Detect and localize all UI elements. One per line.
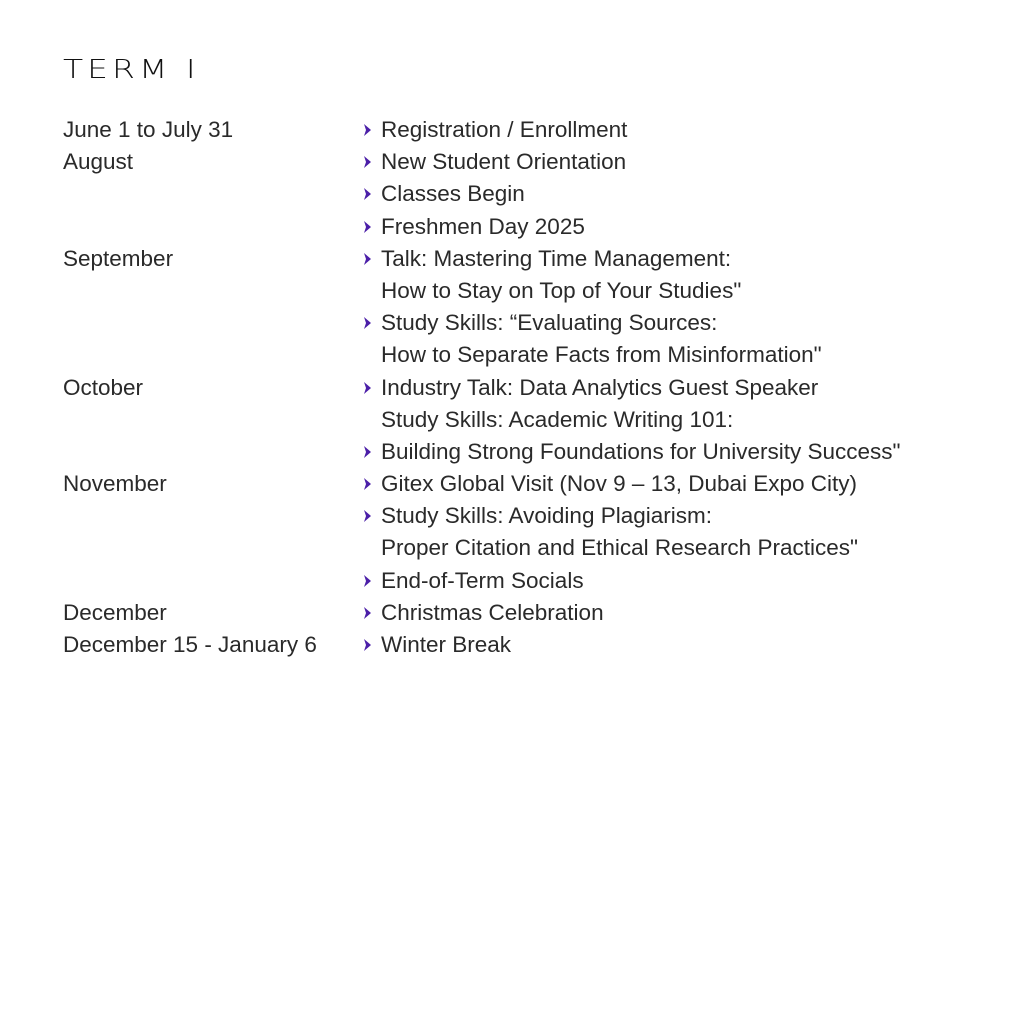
chevron-right-icon: [363, 252, 373, 266]
chevron-right-icon: [363, 316, 373, 330]
schedule-date: December 15 - January 6: [63, 632, 317, 657]
schedule-item: How to Separate Facts from Misinformation": [381, 342, 822, 368]
schedule-item: Industry Talk: Data Analytics Guest Speaker: [381, 374, 819, 400]
chevron-right-icon: [363, 445, 373, 459]
schedule-date: September: [63, 245, 174, 271]
schedule-date: June 1 to July 31: [63, 117, 234, 142]
schedule-date: October: [63, 374, 144, 400]
schedule-list: [63, 114, 1003, 661]
schedule-row: [63, 211, 1003, 243]
schedule-row: [63, 243, 1003, 275]
chevron-right-icon: [363, 509, 373, 523]
chevron-right-icon: [363, 477, 373, 491]
schedule-row: [63, 468, 1003, 500]
schedule-row: [63, 178, 1003, 210]
chevron-right-icon: [363, 220, 373, 234]
schedule-row: [63, 565, 1003, 597]
schedule-row: [63, 339, 1003, 371]
schedule-date: November: [63, 471, 167, 497]
chevron-right-icon: [363, 574, 373, 588]
schedule-date: August: [63, 149, 134, 175]
schedule-row: [63, 307, 1003, 339]
schedule-item: Christmas Celebration: [381, 599, 604, 625]
schedule-row: [63, 597, 1003, 629]
schedule-item: Study Skills: Academic Writing 101:: [381, 406, 734, 432]
chevron-right-icon: [363, 187, 373, 201]
schedule-item: Freshmen Day 2025: [381, 213, 585, 239]
chevron-right-icon: [363, 123, 373, 137]
schedule-row: [63, 275, 1003, 307]
schedule-item: Study Skills: “Evaluating Sources:: [381, 310, 718, 336]
schedule-item: Gitex Global Visit (Nov 9 – 13, Dubai Expo City): [381, 471, 858, 497]
schedule-item: Talk: Mastering Time Management:: [381, 245, 732, 271]
schedule-item: Classes Begin: [381, 181, 525, 207]
schedule-item: End-of-Term Socials: [381, 567, 584, 593]
schedule-item: Proper Citation and Ethical Research Practices": [381, 535, 858, 561]
page-title: TERM I: [63, 54, 200, 85]
schedule-row: [63, 146, 1003, 178]
chevron-right-icon: [363, 155, 373, 169]
schedule-row: [63, 629, 1003, 661]
schedule-row: [63, 404, 1003, 436]
schedule-item: Winter Break: [381, 632, 512, 657]
schedule-item: How to Stay on Top of Your Studies": [381, 277, 742, 303]
schedule-item: Registration / Enrollment: [381, 117, 628, 142]
chevron-right-icon: [363, 606, 373, 620]
schedule-row: [63, 500, 1003, 532]
chevron-right-icon: [363, 638, 373, 652]
schedule-row: [63, 372, 1003, 404]
schedule-row: [63, 436, 1003, 468]
schedule-item: New Student Orientation: [381, 149, 627, 175]
schedule-row: [63, 114, 1003, 146]
schedule-date: December: [63, 599, 167, 625]
schedule-item: Study Skills: Avoiding Plagiarism:: [381, 503, 712, 529]
chevron-right-icon: [363, 381, 373, 395]
schedule-row: [63, 532, 1003, 564]
schedule-item: Building Strong Foundations for University Success": [381, 438, 901, 464]
